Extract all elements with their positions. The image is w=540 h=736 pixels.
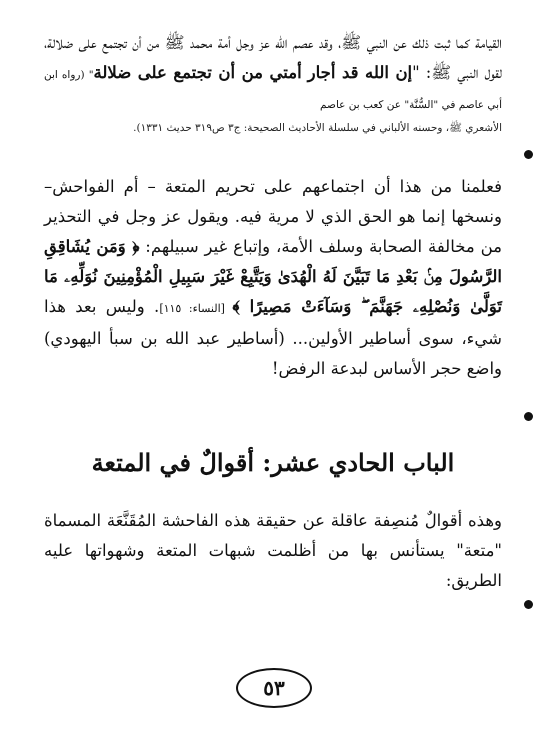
- verse-reference: [النساء: ١١٥]: [159, 302, 233, 315]
- chapter-intro-paragraph: [44, 506, 502, 596]
- hadith-source: " (رواه ابن أبي عاصم في "السُّنَّة" عن كعب بن عاصم: [44, 69, 502, 111]
- quran-verse: ﴿ وَمَن يُشَاقِقِ الرَّسُولَ مِنۢ بَعْدِ مَا تَبَيَّنَ لَهُ الْهُدَىٰ وَيَتَّبِعْ غَيْرَ سَبِيلِ الْمُؤْمِنِينَ نُوَلِّهِۦ مَا تَوَلَّىٰ وَنُصْلِهِۦ جَهَنَّمَ ۖ وَسَآءَتْ مَصِيرًا ﴾: [44, 237, 502, 316]
- page-number: ٥٣: [263, 676, 285, 700]
- para1-line1: القيامة كما ثبت ذلك عن النبي ﷺ، وقد عصم الله عز وجل أمة: [217, 33, 503, 52]
- hadith-paragraph: [44, 28, 502, 136]
- para3-text: وهذه أقوالٌ مُنصِفة عاقلة عن حقيقة هذه الفاحشة المُقَنَّعَة المسماة "متعة" يستأنس بها من أظلمت شبهات المتعة وشهواتها عليه الطريق:: [44, 511, 502, 590]
- chapter-title: الباب الحادي عشر: أقوالٌ في المتعة: [91, 448, 455, 477]
- hadith-quote-start: إن الله قد أجار: [307, 63, 413, 82]
- para2-conclusion: . وليس بعد هذا شيء، سوى أساطير الأولين... (أساطير عبد الله بن سبأ اليهودي) واضع حجر الأساس لبدعة الرفض!: [44, 297, 502, 378]
- margin-dot: [524, 600, 533, 609]
- consensus-paragraph: [44, 172, 502, 384]
- margin-dot: [524, 412, 533, 421]
- hadith-grading-note: الأشعري ﷺ، وحسنه الألباني في سلسلة الأحاديث الصحيحة: ج٣ ص٣١٩ حديث ١٣٣١).: [133, 122, 502, 134]
- hadith-quote-end: أمتي من أن تجتمع على ضلالة: [93, 63, 302, 82]
- page-number-badge: [236, 668, 312, 708]
- margin-dot: [524, 150, 533, 159]
- para1-line2-text: محمد ﷺ من أن تجتمع على ضلالة، لقول النبي ﷺ: ": [44, 33, 503, 82]
- para2-intro: فعلمنا من هذا أن اجتماعهم على تحريم المتعة – أم الفواحش– ونسخها إنما هو الحق الذي لا مرية فيه. ويقول عز وجل في التحذير من مخالفة الصحابة وسلف الأمة، وإتباع غير سبيلهم:: [44, 177, 502, 256]
